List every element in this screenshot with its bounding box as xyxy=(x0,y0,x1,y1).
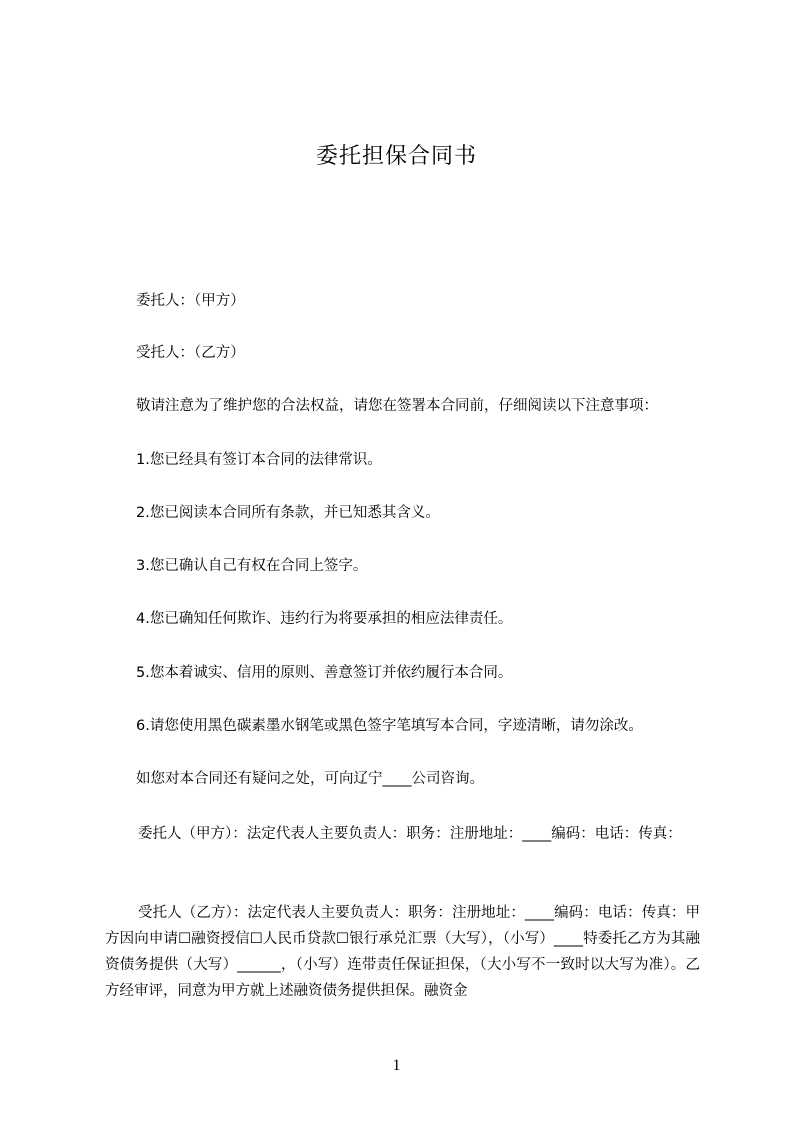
page-number: 1 xyxy=(392,1057,401,1074)
party-a-paragraph: 委托人（甲方）：法定代表人主要负责人：职务：注册地址：____编码：电话：传真： xyxy=(138,826,682,842)
notice-item-3: 3.您已确认自己有权在合同上签字。 xyxy=(136,558,368,574)
agent-line: 受托人：（乙方） xyxy=(136,345,245,361)
notice-item-1: 1.您已经具有签订本合同的法律常识。 xyxy=(136,452,382,468)
notice-item-5: 5.您本着诚实、信用的原则、善意签订并依约履行本合同。 xyxy=(136,665,513,681)
notice-intro-line: 敬请注意为了维护您的合法权益，请您在签署本合同前，仔细阅读以下注意事项： xyxy=(136,398,658,414)
notice-item-4: 4.您已确知任何欺诈、违约行为将要承担的相应法律责任。 xyxy=(136,611,513,627)
document-title: 委托担保合同书 xyxy=(315,144,477,169)
principal-line: 委托人：（甲方） xyxy=(136,293,245,309)
party-b-paragraph: 受托人（乙方）：法定代表人主要负责人：职务：注册地址：____编码：电话：传真：甲方因向申请☐融资授信☐人民币贷款☐银行承兑汇票（大写），（小写）____特委托乙方为其融资债务提供（大写）______，（小写）连带责任保证担保，（大小写不一致时以大写为准）。乙方经审评，同意为甲方就上述融资债务提供担保。融资金 xyxy=(105,905,700,999)
notice-item-2: 2.您已阅读本合同所有条款，并已知悉其含义。 xyxy=(136,505,440,521)
inquiry-line: 如您对本合同还有疑问之处，可向辽宁____公司咨询。 xyxy=(136,771,484,787)
notice-item-6: 6.请您使用黑色碳素墨水钢笔或黑色签字笔填写本合同，字迹清晰，请勿涂改。 xyxy=(136,718,643,734)
